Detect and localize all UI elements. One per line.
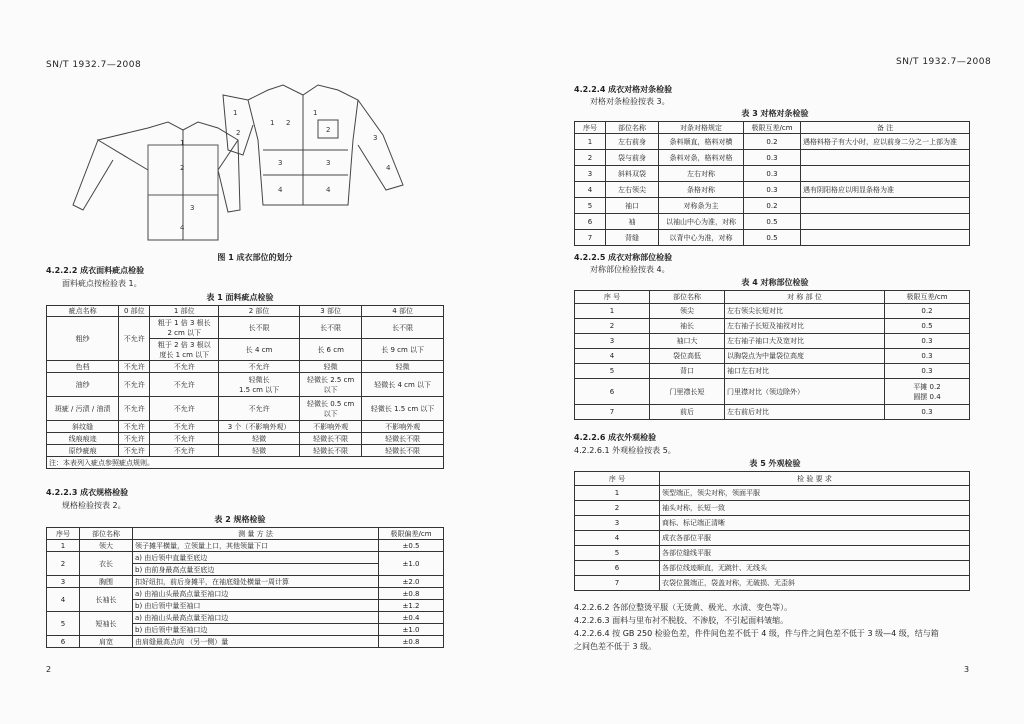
table1-cell: 长 4 cm [219,339,300,361]
table3-cell: 1 [575,134,606,150]
table1-header: 1 部位 [150,306,219,317]
table1-cell: 轻微 [362,361,444,373]
table1-cell: 不允许 [150,361,219,373]
table3-header: 极限互差/cm [744,122,801,134]
table4-cell: 左右袖子袖口大及宽对比 [725,334,885,349]
table1-cell: 不允许 [119,421,150,433]
table1-header: 疵点名称 [47,306,119,317]
table3-cell: 0.5 [744,214,801,230]
table3-header: 部位名称 [606,122,659,134]
table1-cell: 不允许 [119,445,150,457]
header-right: SN/T 1932.7—2008 [896,57,992,67]
table4-cell: 7 [575,405,650,420]
table3-cell: 4 [575,182,606,198]
table2-cell: ±1.2 [379,600,444,612]
table1-cell: 轻微长 [248,375,270,384]
section-4222-text: 面料疵点按检验表 1。 [62,279,142,288]
table2-cell: ±1.0 [379,552,444,576]
table1-cell: 轻微长不限 [299,445,361,457]
table4-cell: 袋位高低 [650,349,725,364]
table2-cell: 3 [47,576,80,588]
section-4226: 4.2.2.6 成衣外观检验 [574,433,657,442]
table1-cell: 长不限 [299,317,361,339]
table4-cell: 0.2 [885,304,970,319]
table4-header: 极限互差/cm [885,291,970,304]
table1-cell: 不允许 [150,397,219,421]
table3-cell: 斜料双袋 [606,166,659,182]
table1-cell: 不影响外观 [362,421,444,433]
table4-cell: 门里襟对比（领边除外） [725,379,885,405]
table5-cell: 4 [575,531,660,546]
table4-cell: 6 [575,379,650,405]
table4-cell: 1 [575,304,650,319]
table5-cell: 3 [575,516,660,531]
table2-cell: 领子摊平横量，立领量上口，其他领量下口 [133,540,379,552]
table3-cell: 0.3 [744,182,801,198]
section-4223: 4.2.2.3 成衣规格检验 [46,488,129,497]
table5-cell: 2 [575,501,660,516]
table1-cell: 油纱 [47,373,119,397]
table3-cell: 条料顺直，格料对横 [659,134,744,150]
fig-label: 3 [326,159,331,167]
table2-cell: a) 由袖山头最高点量至袖口边 [133,612,379,624]
fig-label: 2 [326,126,331,134]
table1-header: 2 部位 [219,306,300,317]
table1-cell: 不允许 [119,317,150,361]
fig-label: 2 [286,119,291,127]
table2-cell: 1 [47,540,80,552]
table1-cell: 度长 1 cm 以下 [159,350,210,359]
table4-cell: 前后 [650,405,725,420]
table4-cell: 0.3 [885,364,970,379]
table2-header: 序号 [47,528,80,540]
table4-cell: 背口 [650,364,725,379]
table1-cell: 以下 [323,385,338,394]
table1-cell: 原纱疵痕 [47,445,119,457]
table3-cell: 左右领尖 [606,182,659,198]
table3-cell [801,166,970,182]
table2-cell: ±2.0 [379,576,444,588]
table3-header: 序号 [575,122,606,134]
table1-cell: 轻微 [299,361,361,373]
table2-cell: 2 [47,552,80,576]
page-number-right: 3 [964,665,970,674]
table3-cell [801,198,970,214]
table5 [574,471,970,591]
table4 [574,290,970,420]
table4-cell: 圆摆 0.4 [913,392,941,401]
table3-cell: 7 [575,230,606,246]
table1-header: 0 部位 [119,306,150,317]
table2-cell: ±0.8 [379,636,444,648]
table3-cell: 3 [575,166,606,182]
fig-label: 3 [373,134,378,142]
table2-cell: 肩宽 [80,636,133,648]
table4-cell: 袖口大 [650,334,725,349]
table1-cell: 长不限 [362,317,444,339]
table2-cell: 扣好纽扣，前后身摊平，在袖底缝处横量一周计算 [133,576,379,588]
table3-cell: 0.3 [744,166,801,182]
table1-cell: 轻微长不限 [362,433,444,445]
table1-cell: 以下 [323,409,338,418]
fig-label: 3 [278,159,283,167]
table3 [574,121,970,246]
table5-header: 序 号 [575,472,660,486]
table3-header: 备 注 [801,122,970,134]
table5-cell: 袖头对称，长短一致 [660,501,970,516]
table4-cell: 袖长 [650,319,725,334]
table1-cell: 长 9 cm 以下 [362,339,444,361]
table4-cell: 0.5 [885,319,970,334]
table5-cell: 各部位线迹顺直，无跳针、无线头 [660,561,970,576]
fig-label: 2 [236,129,241,137]
table1-cell: 3 个（不影响外观） [219,421,300,433]
table3-header: 对条对格规定 [659,122,744,134]
section-4222: 4.2.2.2 成衣面料疵点检验 [46,266,145,275]
table1-cell: 长 6 cm [299,339,361,361]
fig-label: 3 [190,204,195,212]
table4-cell: 左右领尖长短对比 [725,304,885,319]
table2-cell: 由肩缝最高点向 （另一侧）量 [133,636,379,648]
table3-cell: 袖口 [606,198,659,214]
page-number-left: 2 [46,665,52,674]
table1-header: 4 部位 [362,306,444,317]
section-4224-text: 对格对条检验按表 3。 [590,97,670,106]
table4-cell: 左右前后对比 [725,405,885,420]
table1-note: 注：本表列入疵点参照疵点规则。 [47,457,444,469]
table4-cell: 4 [575,349,650,364]
table2-header: 测 量 方 法 [133,528,379,540]
fig-label: 1 [313,109,318,117]
table3-cell: 0.2 [744,134,801,150]
table2 [46,527,444,648]
table3-caption: 表 3 对格对条检验 [741,109,809,118]
table1-cell: 不允许 [150,433,219,445]
table4-cell: 5 [575,364,650,379]
table1-cell: 斜纹缝 [47,421,119,433]
table4-cell: 平摊 0.2 [913,382,941,391]
table3-cell: 0.2 [744,198,801,214]
table3-cell: 左右前身 [606,134,659,150]
table1-cell: 不允许 [219,397,300,421]
table2-cell: ±0.8 [379,588,444,600]
fig-label: 4 [180,224,185,232]
table1-cell: 不影响外观 [299,421,361,433]
table3-cell: 袖 [606,214,659,230]
table5-caption: 表 5 外观检验 [749,459,801,468]
table3-cell: 背缝 [606,230,659,246]
table3-cell: 对称条为主 [659,198,744,214]
para-42263: 4.2.2.6.3 面料与里布衬不脱胶、不渗胶，不引起面料皱缩。 [574,616,789,625]
para-42264-cont: 之间色差不低于 3 级。 [574,642,657,651]
table4-cell: 0.3 [885,349,970,364]
table5-cell: 衣袋位置端正，袋盖对称，无破损、无歪斜 [660,576,970,591]
table5-cell: 1 [575,486,660,501]
table1-cell: 长不限 [219,317,300,339]
table5-cell: 5 [575,546,660,561]
table1-cell: 轻微长 0.5 cm [306,399,355,408]
table4-cell: 门里襟长短 [650,379,725,405]
figure-caption: 图 1 成衣部位的划分 [217,253,293,262]
table1-cell: 粗于 1 倍 3 根长 [157,318,211,327]
table4-cell: 以胸袋点为中量袋位高度 [725,349,885,364]
table2-cell: a) 由袖山头最高点量至袖口边 [133,588,379,600]
table4-cell: 3 [575,334,650,349]
table2-cell: a) 由后领中直量至底边 [133,552,379,564]
table3-cell: 条格对称 [659,182,744,198]
table2-header: 部位名称 [80,528,133,540]
table2-cell: 领大 [80,540,133,552]
table1-cell: 线痕痕迹 [47,433,119,445]
table3-cell: 0.5 [744,230,801,246]
table4-cell: 0.3 [885,334,970,349]
table1-cell: 不允许 [150,373,219,397]
table3-cell [801,150,970,166]
table1-cell: 轻微长 1.5 cm 以下 [362,397,444,421]
fig-label: 1 [270,119,275,127]
table3-cell: 遇有阴阳格应以明显条格为准 [801,182,970,198]
table3-cell [801,214,970,230]
table2-cell: 5 [47,612,80,636]
table4-cell: 领尖 [650,304,725,319]
table2-cell: ±1.0 [379,624,444,636]
table1-cell: 不允许 [119,373,150,397]
table1-header: 3 部位 [299,306,361,317]
fig-label: 1 [180,139,185,147]
garment-diagram [68,80,448,250]
table1-cell: 斑疵 / 污渍 / 油渍 [47,397,119,421]
table4-header: 部位名称 [650,291,725,304]
table1-cell: 轻微长不限 [299,433,361,445]
table3-cell: 以背中心为准，对称 [659,230,744,246]
table4-caption: 表 4 对称部位检验 [741,278,809,287]
table3-cell: 0.3 [744,150,801,166]
section-4224: 4.2.2.4 成衣对格对条检验 [574,85,673,94]
table3-cell: 遇格料格子有大小时，应以前身二分之一上部为准 [801,134,970,150]
table1 [46,305,444,469]
table1-cell: 轻微长不限 [362,445,444,457]
table4-cell: 左右袖子长短及袖衩对比 [725,319,885,334]
fig-label: 4 [278,186,283,194]
table5-cell: 7 [575,576,660,591]
table3-cell [801,230,970,246]
table3-cell: 5 [575,198,606,214]
table2-caption: 表 2 规格检验 [214,515,266,524]
table5-cell: 商标、标记端正清晰 [660,516,970,531]
section-4225-text: 对称部位检验按表 4。 [590,265,670,274]
table1-cell: 2 cm 以下 [167,328,202,337]
table3-cell: 以袖山中心为准，对称 [659,214,744,230]
table2-cell: 胸围 [80,576,133,588]
table2-cell: 衣长 [80,552,133,576]
table5-cell: 成衣各部位平服 [660,531,970,546]
table2-cell: 4 [47,588,80,612]
table1-cell: 粗于 2 倍 3 根以 [157,340,211,349]
table1-cell: 轻微 [219,433,300,445]
table5-cell: 各部位缝线平服 [660,546,970,561]
table4-header: 对 称 部 位 [725,291,885,304]
table2-cell: b) 由后领中量至袖口边 [133,624,379,636]
header-left: SN/T 1932.7—2008 [46,60,142,70]
table1-cell: 1.5 cm 以下 [238,385,280,394]
table5-header: 检 验 要 求 [660,472,970,486]
table2-header: 极限偏差/cm [379,528,444,540]
table4-cell: 2 [575,319,650,334]
table2-cell: 6 [47,636,80,648]
section-42261: 4.2.2.6.1 外观检验按表 5。 [574,446,676,455]
table2-cell: 长袖长 [80,588,133,612]
table1-cell: 不允许 [150,421,219,433]
section-4225: 4.2.2.5 成衣对称部位检验 [574,253,673,262]
table3-cell: 6 [575,214,606,230]
fig-label: 1 [233,109,238,117]
table1-caption: 表 1 面料疵点检验 [206,293,274,302]
table3-cell: 袋与前身 [606,150,659,166]
table1-cell: 轻微长 2.5 cm [306,375,355,384]
para-42264: 4.2.2.6.4 按 GB 250 检验色差，件件间色差不低于 4 级，件与件之间色差不低于 3 级—4 级，结与箱 [574,629,939,638]
table1-cell: 不允许 [150,445,219,457]
fig-label: 2 [180,164,185,172]
table4-cell: 袖口左右对比 [725,364,885,379]
table1-cell: 不允许 [119,433,150,445]
table1-cell: 轻微 [219,445,300,457]
table1-cell: 不允许 [119,361,150,373]
table5-cell: 领型端正，领尖对称，领面平服 [660,486,970,501]
fig-label: 4 [326,186,331,194]
table5-cell: 6 [575,561,660,576]
table2-cell: b) 由后领中量至袖口 [133,600,379,612]
table1-cell: 轻微长 4 cm 以下 [362,373,444,397]
table1-cell: 不允许 [219,361,300,373]
table4-cell: 0.3 [885,405,970,420]
table3-cell: 2 [575,150,606,166]
table1-cell: 粗纱 [47,317,119,361]
fig-label: 4 [386,164,391,172]
table1-cell: 色档 [47,361,119,373]
table2-cell: ±0.4 [379,612,444,624]
table2-cell: b) 由前身最高点量至底边 [133,564,379,576]
para-42262: 4.2.2.6.2 各部位整烫平服（无烫黄、极光、水渍、变色等）。 [574,603,793,612]
table4-header: 序 号 [575,291,650,304]
table2-cell: ±0.5 [379,540,444,552]
table3-cell: 左右对称 [659,166,744,182]
table3-cell: 条料对条，格料对格 [659,150,744,166]
section-4223-text: 规格检验按表 2。 [62,501,126,510]
table2-cell: 短袖长 [80,612,133,636]
table1-cell: 不允许 [119,397,150,421]
